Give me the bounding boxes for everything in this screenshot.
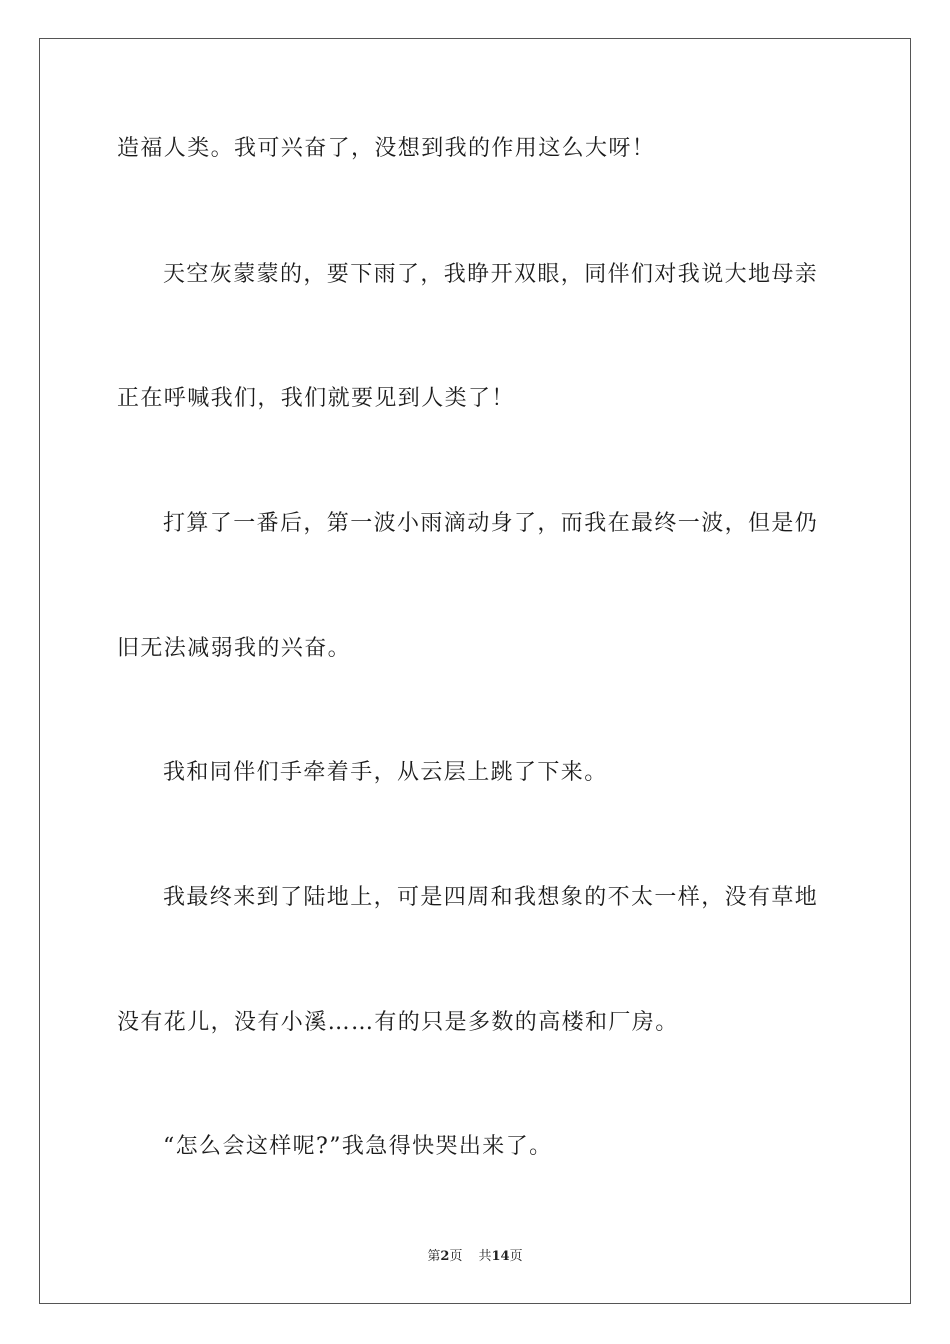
page-prefix: 第	[427, 1249, 441, 1264]
total-prefix: 共	[478, 1249, 492, 1264]
page-footer	[0, 1248, 950, 1266]
total-pages: 14	[491, 1249, 510, 1264]
paragraph-line-8: 没有花儿，没有小溪……有的只是多数的高楼和厂房。	[117, 1010, 679, 1035]
page-border	[39, 38, 911, 1304]
paragraph-line-6: 我和同伴们手牵着手，从云层上跳了下来。	[163, 760, 608, 785]
paragraph-line-2: 天空灰蒙蒙的，要下雨了，我睁开双眼，同伴们对我说大地母亲	[163, 262, 819, 287]
paragraph-line-3: 正在呼喊我们，我们就要见到人类了！	[117, 386, 515, 411]
page-number: 2	[440, 1249, 450, 1264]
paragraph-line-5: 旧无法减弱我的兴奋。	[117, 636, 352, 661]
paragraph-line-1: 造福人类。我可兴奋了，没想到我的作用这么大呀！	[117, 136, 656, 161]
paragraph-line-4: 打算了一番后，第一波小雨滴动身了，而我在最终一波，但是仍	[163, 511, 819, 536]
paragraph-line-9: “怎么会这样呢?”我急得快哭出来了。	[163, 1134, 553, 1159]
page-suffix: 页	[449, 1249, 463, 1264]
paragraph-line-7: 我最终来到了陆地上，可是四周和我想象的不太一样，没有草地	[163, 885, 819, 910]
total-suffix: 页	[509, 1249, 523, 1264]
